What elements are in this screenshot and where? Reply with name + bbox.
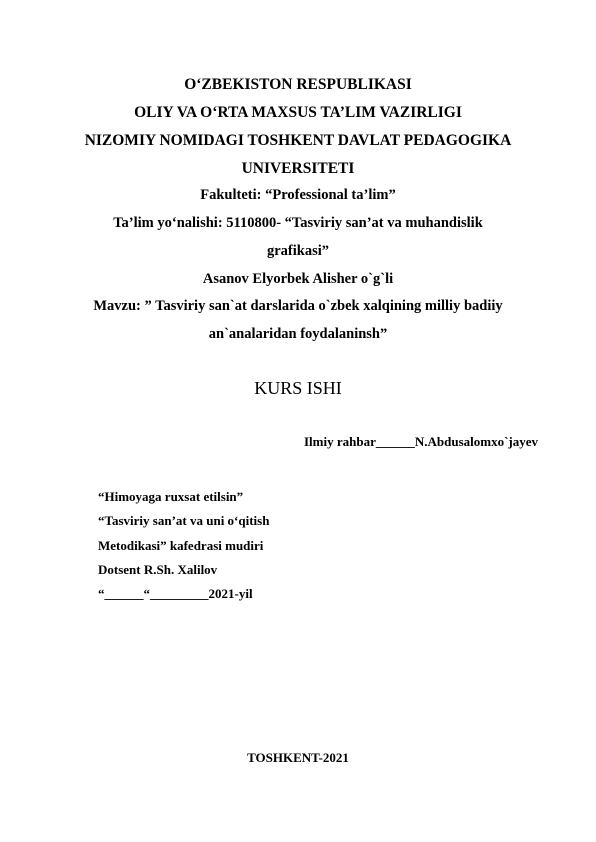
university-name-line-2: UNIVERSITETI	[241, 160, 355, 177]
work-type-title: KURS ISHI	[254, 378, 342, 398]
direction-line-2: grafikasi”	[266, 243, 330, 259]
footer-city-year: TOSHKENT-2021	[247, 750, 349, 765]
date-year: 2021-yil	[208, 586, 253, 601]
university-name-line: NIZOMIY NOMIDAGI TOSHKENT DAVLAT PEDAGOGIKA	[84, 132, 512, 149]
supervisor-name: N.Abdusalomxo`jayev	[414, 434, 539, 449]
date-blank-month: _________	[150, 586, 209, 601]
topic-line-1: Mavzu: ” Tasviriy san`at darslarida o`zbek xalqining milliy badiiy	[93, 298, 503, 314]
approval-line-1: “Himoyaga ruxsat etilsin”	[98, 489, 244, 504]
approval-line-2: “Tasviriy san’at va uni o‘qitish	[98, 513, 270, 528]
faculty-line: Fakulteti: “Professional ta’lim”	[200, 187, 396, 203]
supervisor-label: Ilmiy rahbar	[304, 434, 376, 449]
approval-line-3: Metodikasi” kafedrasi mudiri	[98, 538, 264, 553]
ministry-name-line: OLIY VA O‘RTA MAXSUS TA’LIM VAZIRLIGI	[134, 104, 462, 121]
author-name: Asanov Elyorbek Alisher o`g`li	[202, 271, 394, 287]
approval-signatory: Dotsent R.Sh. Xalilov	[98, 562, 218, 577]
approval-date-line	[98, 586, 253, 602]
supervisor-line	[304, 434, 538, 450]
ministry-country-line: O‘ZBEKISTON RESPUBLIKASI	[184, 76, 412, 93]
date-blank-day: ______	[104, 586, 144, 601]
supervisor-blank: ______	[375, 434, 415, 449]
date-open-quote: “	[98, 586, 105, 601]
topic-line-2: an`analaridan foydalaninsh”	[208, 326, 388, 342]
date-close-quote: “	[143, 586, 150, 601]
direction-line-1: Ta’lim yo‘nalishi: 5110800- “Tasviriy san’at va muhandislik	[113, 215, 483, 231]
